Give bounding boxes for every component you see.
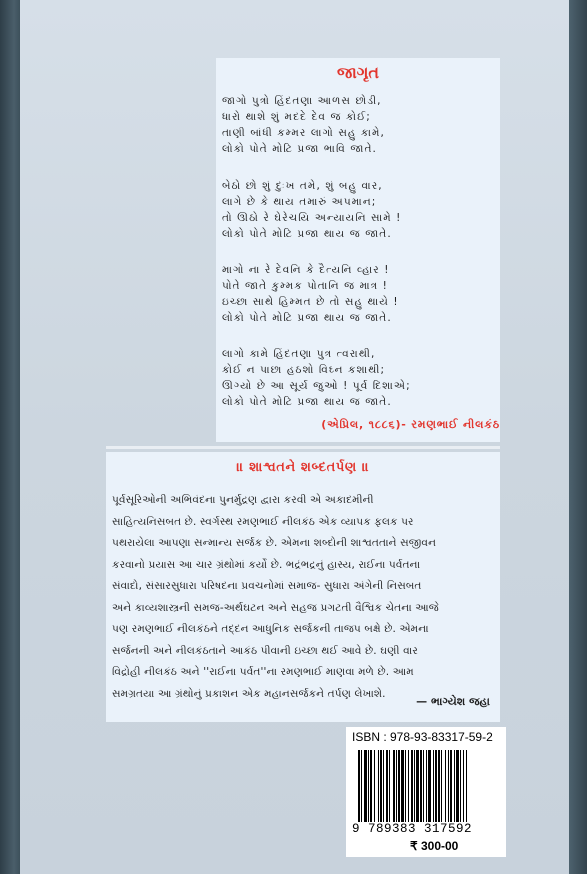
- poem-line: લોકો પોતે મોટિ પ્રજા ભાવિ જાતે.: [222, 143, 377, 155]
- barcode-image: [358, 750, 498, 822]
- essay-line: સમગ્રતયા આ ગ્રંથોનું પ્રકાશન એક મહાનસર્જકને તર્પણ લેખાશે.: [112, 687, 386, 700]
- essay-title: ॥ શાશ્વતને શબ્દતર્પણ ॥: [236, 460, 370, 475]
- essay-line: પથરાયેલા આપણા સન્માન્ય સર્જક છે. એમના શબ્દોની શાશ્વતતાને સજીવન: [112, 537, 437, 549]
- poem-line: ધારો થાશે શું મદદે દેવ જ કોઈ;: [222, 111, 371, 123]
- poem-line: જાગો પુત્રો હિંદતણા આળસ છોડી,: [222, 95, 382, 107]
- poem-line: તો ઊઠો રે ઘેરેચયિ અન્યાયનિ સામે !: [222, 212, 402, 224]
- essay-line: સર્જનની અને નીલકંઠતાને આકંઠ પીવાની ઇચ્છા થઈ આવે છે. ઘણી વાર: [112, 644, 418, 657]
- poem-stanza-4: [222, 346, 494, 410]
- barcode-digits: 9 789383 317592: [352, 822, 473, 836]
- section-divider: [106, 446, 500, 449]
- poem-line: લાગે છે કે થાય તમારું અપમાન;: [222, 196, 377, 208]
- poem-line: લોકો પોતે મોટિ પ્રજા થાય જ જાતે.: [222, 396, 392, 408]
- poem-line: પોતે જાતે કુમ્મક પોતાનિ જ માત્ર !: [222, 280, 388, 292]
- poem-line: ઊગ્યો છે આ સૂર્ય જુઓ ! પૂર્વ દિશાએ;: [222, 380, 411, 392]
- poem-credit: (એપ્રિલ, ૧૮૮૬)- રમણભાઈ નીલકંઠ: [321, 418, 500, 431]
- essay-line: પૂર્વસૂરિઓની અભિવંદના પુનર્મુદ્રણ દ્વારા કરવી એ અકાદમીની: [112, 494, 374, 506]
- book-spine: [0, 0, 20, 874]
- poem-line: કોઈ ન પાછા હઠશો વિઘ્ન કશાથી;: [222, 364, 386, 376]
- poem-line: લાગો કામે હિંદતણા પુત્ર ત્વરાથી,: [222, 348, 376, 360]
- isbn-label: ISBN : 978-93-83317-59-2: [352, 730, 493, 744]
- essay-line: સાહિત્યનિસબત છે. સ્વર્ગસ્થ રમણભાઈ નીલકંઠ એક વ્યાપક ફલક પર: [112, 515, 414, 528]
- poem-stanza-3: [222, 262, 494, 326]
- essay-line: સંવાદો, સંસારસુધારા પરિષદના પ્રવચનોમાં સમાજ- સુધારા અંગેની નિસબત: [112, 580, 422, 592]
- price-label: ₹ 300-00: [410, 839, 459, 853]
- poem-line: માગો ના રે દેવનિ કે દૈત્યનિ વ્હાર !: [222, 264, 390, 276]
- book-edge: [569, 0, 587, 874]
- poem-stanza-1: [222, 93, 494, 157]
- poem-line: લોકો પોતે મોટિ પ્રજા થાય જ જાતે.: [222, 228, 392, 240]
- essay-signature: — ભાગ્યેશ જહા: [416, 695, 490, 708]
- essay-body: [112, 490, 496, 705]
- poem-line: ઇચ્છા સાથે હિમ્મત છે તો સહુ થાયે !: [222, 296, 399, 308]
- poem-title: જાગૃત: [336, 63, 380, 82]
- poem-line: બેઠો છો શું દુઃખ તમે, શું બહુ વાર,: [222, 180, 383, 192]
- poem-line: તાણી બાંધી કમ્મર લાગો સહુ કામે,: [222, 127, 385, 139]
- essay-line: વિદ્રોહી નીલકંઠ અને ''રાઈના પર્વત''ના રમણભાઈ માણવા મળે છે. આમ: [112, 666, 414, 678]
- poem-stanza-2: [222, 178, 494, 242]
- essay-line: અને કાવ્યશાસ્ત્રની સમજ-અર્થઘટન અને સહજ પ્રગટતી વૈશ્વિક ચેતના આજે: [112, 601, 439, 614]
- poem-line: લોકો પોતે મોટિ પ્રજા થાય જ જાતે.: [222, 312, 392, 324]
- essay-line: કરવાનો પ્રયાસ આ ચાર ગ્રંથોમાં કર્યો છે. ભદ્રંભદ્રનું હાસ્ય, રાઈના પર્વતના: [112, 558, 421, 571]
- essay-line: પણ રમણભાઈ નીલકંઠને તદ્દન આધુનિક સર્જકની તાજપ બક્ષે છે. એમના: [112, 623, 429, 635]
